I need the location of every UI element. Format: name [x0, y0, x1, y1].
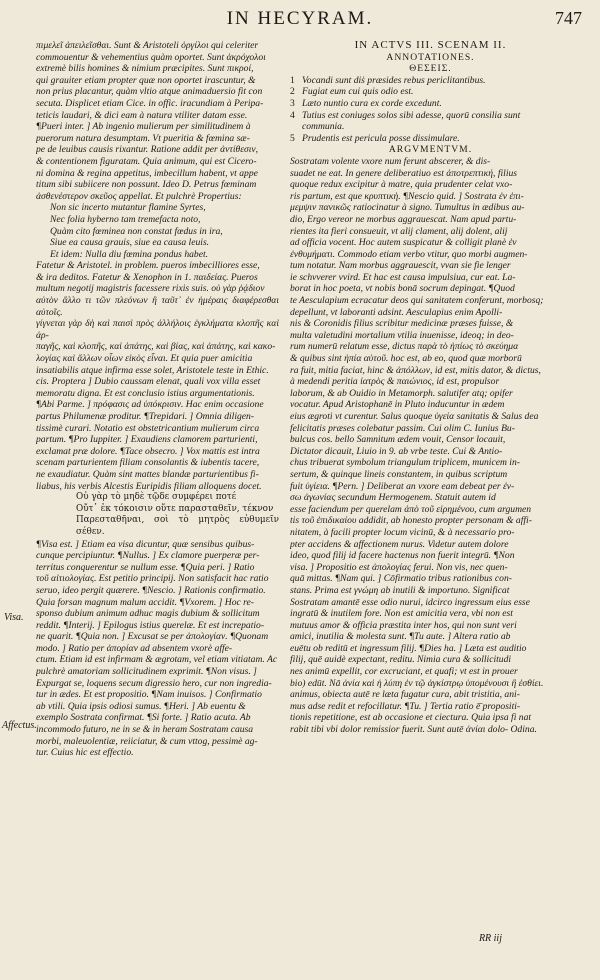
text-line: visa. ] Propositio est ἀπολογίας ferui. Non vis, nec quen- [290, 561, 508, 573]
text-line: eius ægroti vt curentur. Salus quoque ὑγεία sanitatis & Salus dea [290, 411, 539, 422]
signature-mark: RR iij [478, 933, 502, 944]
text-line: Οὐ γὰρ τὸ μηδὲ τῷδε συμφέρει ποτέ [76, 492, 237, 503]
right-column [290, 40, 571, 960]
text-line: Οὔτ᾽ ἐκ τόκοισιν οὔτε παρασταθεῖν, τέκνον [76, 503, 274, 514]
text-line: partus Philumenæ proditur. ¶Trepidari. ] Omnia diligen- [36, 411, 255, 422]
text-line: αὐτὸν ἄλλο τι τῶν πλεόνων ἢ ταῦτ᾽ ἐν ἡμέραις διαφέρεσθαι αὐτοῖς. [36, 295, 279, 318]
thesis-number [290, 121, 302, 133]
text-line: bio) edūt. Nā ἀνία καὶ ἡ λύπη ἐν τῷ ἀγκίστρῳ ὑπομένουσι ἢ ἐσθίει. [290, 677, 544, 689]
text-line: cunque percipiuntur. ¶Nullus. ] Ex clamore puerperæ per- [36, 550, 260, 562]
text-line: partum. ¶Pro Iuppiter. ] Exaudiens clamorem parturienti, [36, 434, 258, 446]
text-line: rientes ita fieri consueuit, vt alij clament, alij dolent, alij [290, 225, 508, 237]
thesis-number: 1 [290, 74, 295, 86]
thesis-number: 3 [290, 97, 295, 109]
thesis-text: communia. [302, 121, 345, 133]
text-line: puerorum natura desumptam. Vt pueritia & fœmina sæ- [36, 132, 250, 144]
text-line: Quia forsan magnum malum accidit. ¶Vxorem. ] Hoc re- [36, 596, 255, 608]
text-line: tur. Cuius hic est effectio. [36, 747, 134, 759]
text-line: sponso dubium animum adhuc magis dubium & sollicitum [36, 608, 260, 620]
text-line: μεμψιν πανικῶς ratiocinatur à signo. Tumultus in ædibus au- [290, 202, 525, 214]
text-line: ra fuit, mitia faciat, hinc & ἀπόλλων, id est, mitis dator, & dictus, [290, 364, 541, 376]
text-line: ab vtili. Quia ipsis odiosi sumus. ¶Heri. ] Ab euentu & [36, 700, 246, 712]
text-line: ideo, quod filij id facere hactenus non fuerit integrū. ¶Non [290, 550, 515, 562]
text-line: λογίας καὶ ἄλλων οἷων εἰκὸς εἶναι. Et quia puer amicitia [36, 353, 253, 365]
text-line: quā mittas. ¶Nam qui. ] Cōfirmatio tribus rationibus con- [290, 573, 512, 585]
text-line: animus, obiecta autē re læta fugatur cura, abit tristitia, ani- [290, 689, 520, 701]
text-line: ris partum, est que κρυπτικὴ. ¶Nescio quid. ] Sostrata ἐν ἐπι- [290, 190, 524, 202]
text-line: territus conquerentur se nullum esse. ¶Quia peri. ] Ratio [36, 561, 255, 573]
text-line: ¶Pueri inter. ] Ab ingenio mulierum per similitudinem à [36, 121, 251, 133]
text-line: Παρεσταθῆναι, σοὶ τὸ μητρὸς εὐθυμεῖν σέθεν. [76, 515, 279, 537]
text-line: Dictator dicauit, Liuio in 9. ab vrbe teste. Cui & Antio- [290, 445, 503, 457]
text-line: quoque redux excipitur à matre, quia prudenter celat vxo- [290, 179, 513, 191]
text-line: Et idem: Nulla diu fœmina pondus habet. [50, 248, 209, 260]
text-line: & ira deditos. Fatetur & Xenophon in 1. παιδείας. Pueros [36, 271, 258, 283]
text-line: seruo, ideo pergit quærere. ¶Nescio. ] Rationis confirmatio. [36, 584, 266, 596]
text-line: mus adse redit et refocillatur. ¶Tu. ] Tertia ratio ē̄ propositi- [290, 700, 521, 712]
text-line: suadet ne eat. In genere deliberatiuo est ἀποτρεπτική, filius [290, 167, 518, 179]
text-line: Nec folia hyberno tam tremefacta noto, [50, 213, 201, 225]
text-line: ne exaudiatur. Quàm sint mattes blandæ parturientibus fi- [36, 468, 259, 480]
text-line: scenam parturientem filiam consolantis & iubentis tacere, [36, 457, 260, 469]
text-line: laborum, & ab Ouidio in Metamorph. salutifer atq; opifer [290, 387, 513, 399]
text-line: rum numerū relatum esse, dictus παρὰ τὸ ἠπίως τὸ σκεύημα [290, 341, 519, 353]
text-line: exemplo Sostrata confirmat. ¶Si forte. ] Ratio acuta. Ab [36, 712, 251, 724]
page-number: 747 [555, 8, 582, 28]
text-line: Fatetur & Aristotel. in problem. pueros imbecilliores esse, [36, 260, 260, 272]
argument-title: ARGVMENTVM. [388, 144, 473, 156]
section-title: IN ACTVS III. SCENAM II. [354, 40, 507, 51]
text-line: pter accidens & affectionem nurus. Videtur autem dolore [290, 538, 509, 550]
text-line: & quibus sint ἠπία αὐτοῦ. hoc est, ab eo, quod quæ morborū [290, 353, 522, 365]
text-line: σω ἀγωνίας secundum Hermogenem. Statuit autem id [290, 492, 496, 504]
text-line: bulcus cos. bello Samnitum ædem vouit, Censor locauit, [290, 434, 506, 446]
annotations-title: ANNOTATIONES. [386, 51, 475, 63]
text-line: Sostratam volente vxore num ferunt abscerer, & dis- [290, 155, 491, 167]
text-line: liabus, his verbis Alcestis Euripidis filiam alloquens docet. [36, 480, 262, 492]
text-line: commouentur & vehementius quàm oportet. Sunt ἀκρόχολοι [36, 51, 266, 63]
text-line: nis & Coronidis filius scribitur medicinæ præses fuisse, & [290, 318, 514, 330]
text-line: reddit. ¶Interij. ] Epilogus istius querelæ. Et est increpatio- [36, 619, 265, 631]
text-line: ne quarit. ¶Quia non. ] Excusat se per ἀπολογίαν. ¶Quonam [36, 631, 269, 643]
thesis-item [290, 75, 571, 87]
text-line: exclamat præ dolore. ¶Tace obsecro. ] Vox mattis est intra [36, 445, 260, 457]
text-line: esse faciendum per querelam ἀπὸ τοῦ εἰρημένου, cum argumen [290, 503, 532, 515]
text-line: teticis laudari, & dici eam à natura vtiliter datam esse. [36, 109, 248, 121]
text-line: cis. Proptera ] Dubio caussam elenat, quali vox villa esset [36, 376, 261, 388]
thesis-item [290, 133, 571, 145]
thesis-text: Tutius est coniuges solos sibi adesse, quorū consilia sunt [302, 109, 521, 121]
thesis-item [290, 110, 571, 122]
text-line: morbi, maleuolentiæ, reiiciatur, & cum vttog, pessimè ag- [36, 735, 258, 747]
text-line: fuit ὑγίεια. ¶Pern. ] Deliberat an vxore eam debeat per ἐν- [290, 480, 515, 492]
text-line: Sostratam amantē esse odio nurui, idcirco ingressum eius esse [290, 596, 530, 608]
margin-note-affectus: Affectus. [2, 720, 37, 731]
text-line: tionis repetitione, est ab occasione et ciectura. Quia ipsa fi nat [290, 712, 532, 724]
text-line: mutuus amor & officia præstita inter hos, qui non sunt veri [290, 619, 517, 631]
running-head: IN HECYRAM. [226, 8, 374, 29]
text-line: ad officia vocent. Hoc autem suspicatur & colligit planè ἐν [290, 237, 517, 249]
argument-text [290, 156, 571, 736]
text-line: tur in ædes. Et est propositio. ¶Nam inuisos. ] Confirmatio [36, 689, 262, 701]
text-line: te Aesculapium ecracatur deos qui sanitatem conferunt, morbosq; [290, 295, 544, 307]
text-line: stans. Prima est γνώμη ab inutili & importuno. Significat [290, 584, 510, 596]
page-header [0, 6, 600, 34]
text-line: ¶Visa est. ] Etiam ea visa dicuntur, quæ sensibus quibus- [36, 538, 255, 550]
text-line: pulchrè amatoriam sollicitudinem exprimit. ¶Non visus. ] [36, 666, 257, 678]
text-line: memoratu digna. Et est conclusio istius argumentationis. [36, 387, 255, 399]
thesis-item [290, 86, 571, 98]
text-line: felicitatis præses colebatur passim. Cui olim C. Iunius Bu- [290, 422, 515, 434]
thesis-text: Prudentis est pericula posse dissimulare. [302, 132, 460, 144]
text-line: dio, Ergo vereor ne morbus aggrauescat. Nam apud partu- [290, 213, 517, 225]
thesis-text: Vocandi sunt diṡ præsides rebus periclitantibus. [302, 74, 486, 86]
text-line: τοῦ αἰτιολογίας. Est petitio principij. Non satisfacit hac ratio [36, 573, 269, 585]
text-line: euētu ob reditū et ingressum filij. ¶Dies ha. ] Læta est auditio [290, 642, 527, 654]
thesis-text: Læto nuntio cura ex corde excedunt. [302, 97, 442, 109]
text-line: amici, inutilia & molesta sunt. ¶Tu aute. ] Altera ratio ab [290, 631, 511, 643]
text-line: & contentionem figuratam. Quia animum, qui est Cicero- [36, 155, 257, 167]
thesis-item [290, 98, 571, 110]
text-line: γίγνεται γὰρ δὴ καὶ παισὶ πρὸς ἀλλήλοις ἐγκλήματα κλοπῆς καὶ ἁρ- [36, 318, 279, 341]
text-line: nitatem, à facili propter locum vicinū, & à necessario pro- [290, 526, 515, 538]
text-line: Expurgat se, loquens secum digressio hero, cur non ingredia- [36, 677, 272, 689]
text-line: ¶Abi Parme. ] πρόφασις ad ὑπόκρισιν. Hac enim occasione [36, 399, 264, 411]
text-line: secuta. Displicet etiam Cice. in offic. iracundiam à Peripa- [36, 97, 264, 109]
text-line: modo. ] Ratio per ἀπορίαν ad absentem vxorè affe- [36, 642, 233, 654]
text-line: vocatur. Apud Aristophanē in Pluto inducuntur in ædem [290, 399, 505, 411]
text-line: sertum, & quinque lineis constantem, in quibus scriptum [290, 468, 508, 480]
text-line: ie schvverer vvird. Et hac est causa impulsiua, cur eat. La- [290, 271, 516, 283]
text-line: ἀσθενέστερον σκεῦος appellat. Et pulchrè Propertius: [36, 190, 242, 202]
thesis-item [290, 121, 571, 133]
text-line: Quàm cito fœminea non constat fœdus in ira, [50, 225, 223, 237]
text-line: πιμελεῖ ἀπειλεῖσθαι. Sunt & Aristoteli ὀργίλοι qui celeriter [36, 40, 259, 51]
text-line: nes animū expellit, cor excruciant, et quafi; vt est in prouer [290, 666, 518, 678]
theses-list [290, 75, 571, 145]
text-line: borat in hoc poeta, vt nobis bonā socrum depingat. ¶Quod [290, 283, 515, 295]
text-line: depellunt, vt laboranti adsint. Aesculapius enim Apolli- [290, 306, 503, 318]
text-line: non prius placantur, quàm vltio atque animaduersio fit con [36, 86, 263, 98]
text-line: tis τοῦ ἐπιδικαίου addidit, ab honesto propter personam & affi- [290, 515, 532, 527]
text-line: multum negotij magistris facessere rixis suis. οὐ γὰρ ῥᾴδιον [36, 283, 265, 295]
text-line: multa valetudini mortalium vtilia inuenisse, ideoq; in deo- [290, 329, 514, 341]
text-line: ingratū & inutilem fore. Non est amicitia vera, vbi non est [290, 608, 513, 620]
text-line: à medendi peritia ἰατρὸς & παιώνιος, id est, propulsor [290, 376, 500, 388]
text-line: insatiabilis atque infirma esse solet, Aristotele teste in Ethic. [36, 364, 269, 376]
text-line: pe de leuibus causis rixantur. Ratione addit per ἀντίθεσιν, [36, 144, 259, 156]
text-line: Siue ea causa grauis, siue ea causa leuis. [50, 237, 210, 249]
theses-title: ΘΕΣΕΙΣ. [409, 63, 452, 75]
thesis-number: 2 [290, 86, 295, 98]
text-line: filij, quē auidè expectant, reditu. Nimia cura & sollicitudi [290, 654, 512, 666]
left-column [36, 40, 279, 960]
thesis-number: 5 [290, 132, 295, 144]
text-line: παγῆς, καὶ κλοπῆς, καὶ ἀπάτης, καὶ βίας, καὶ ἀπάτης, καὶ κακο- [36, 341, 276, 353]
text-line: Non sic incerto mutantur flamine Syrtes, [50, 202, 206, 214]
text-line: ἐνθυμήματι. Commodo etiam verbo vtitur, quo morbi augmen- [290, 248, 528, 260]
text-line: incommodo futuro, ne in se & in heram Sostratam causa [36, 724, 254, 736]
text-line: qui grauiter etiam propter quæ non oportet irascuntur, & [36, 74, 256, 86]
text-line: ctum. Etiam id est infirmam & ægrotam, vel etiam vitiatam. Ac [36, 654, 278, 666]
thesis-text: Fugiat eum cui quis odio est. [302, 86, 414, 98]
text-line: chus tribuerat symbolum triangulum triplicem, municem in- [290, 457, 520, 469]
margin-note-visa: Visa. [4, 612, 24, 623]
text-line: tum notatur. Nam morbus aggrauescit, vvan sie fie lenger [290, 260, 511, 272]
text-line: extremè bilis homines & nimium præcipites. Sunt πικροί, [36, 63, 254, 75]
text-line: titum sibi subiicere non possunt. Ideo D. Petrus fœminam [36, 179, 257, 191]
text-line: ni domina & regina appetitus, imbecillum habent, vt appe [36, 167, 258, 179]
thesis-number: 4 [290, 109, 295, 121]
text-line: tissimè curari. Notatio est obstetricantium mulierum circa [36, 422, 260, 434]
text-line: rabit tibi vbi dolor remissior fuerit. Sunt autē ἀνίαι dolo- Odina. [290, 724, 537, 736]
